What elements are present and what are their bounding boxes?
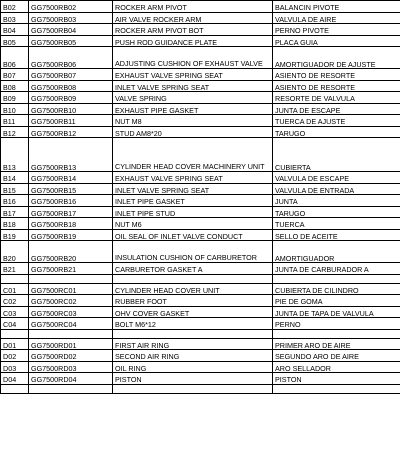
part-code-cell: GG7500RB21: [29, 263, 113, 275]
separator-cell: [1, 329, 29, 338]
table-row: [1, 12, 400, 24]
part-desc-cell: NUT M8: [113, 115, 273, 127]
table-row: [1, 283, 400, 295]
part-desc-cell: EXHAUST PIPE GASKET: [113, 103, 273, 115]
separator-cell: [273, 384, 400, 393]
part-ref-cell: B03: [1, 12, 29, 24]
table-row: [1, 263, 400, 275]
separator-cell: [29, 384, 113, 393]
part-ref-cell: B06: [1, 47, 29, 69]
part-es-cell: PERNO PIVOTE: [273, 24, 400, 36]
table-row: [1, 69, 400, 81]
part-es-cell: PERNO: [273, 318, 400, 330]
part-ref-cell: B16: [1, 195, 29, 207]
table-row: [1, 92, 400, 104]
part-es-cell: ASIENTO DE RESORTE: [273, 69, 400, 81]
part-desc-cell: STUD AM8*20: [113, 126, 273, 138]
part-ref-cell: B20: [1, 241, 29, 263]
part-desc-cell: SECOND AIR RING: [113, 350, 273, 362]
table-row: [1, 35, 400, 47]
part-code-cell: GG7500RB16: [29, 195, 113, 207]
table-row: [1, 115, 400, 127]
part-es-cell: SEGUNDO ARO DE AIRE: [273, 350, 400, 362]
part-ref-cell: C04: [1, 318, 29, 330]
part-code-cell: GG7500RC03: [29, 306, 113, 318]
part-desc-cell: INSULATION CUSHION OF CARBURETOR: [113, 241, 273, 263]
part-code-cell: GG7500RB10: [29, 103, 113, 115]
part-ref-cell: B17: [1, 206, 29, 218]
part-desc-cell: PUSH ROD GUIDANCE PLATE: [113, 35, 273, 47]
separator-cell: [1, 384, 29, 393]
part-es-cell: AMORTIGUADOR: [273, 241, 400, 263]
table-row: [1, 318, 400, 330]
part-desc-cell: INLET VALVE SPRING SEAT: [113, 183, 273, 195]
part-desc-cell: OHV COVER GASKET: [113, 306, 273, 318]
part-code-cell: GG7500RB12: [29, 126, 113, 138]
part-es-cell: SELLO DE ACEITE: [273, 229, 400, 241]
part-ref-cell: D02: [1, 350, 29, 362]
part-code-cell: GG7500RB15: [29, 183, 113, 195]
part-code-cell: GG7500RB11: [29, 115, 113, 127]
part-es-cell: VALVULA DE ENTRADA: [273, 183, 400, 195]
part-code-cell: GG7500RB18: [29, 218, 113, 230]
part-es-cell: BALANCIN PIVOTE: [273, 1, 400, 13]
part-desc-cell: INLET PIPE GASKET: [113, 195, 273, 207]
table-row: [1, 183, 400, 195]
table-row: [1, 218, 400, 230]
part-ref-cell: B15: [1, 183, 29, 195]
table-row: [1, 47, 400, 69]
part-es-cell: ARO SELLADOR: [273, 361, 400, 373]
part-es-cell: JUNTA DE TAPA DE VALVULA: [273, 306, 400, 318]
separator-cell: [29, 274, 113, 283]
part-code-cell: GG7500RC04: [29, 318, 113, 330]
table-row: [1, 241, 400, 263]
part-code-cell: GG7500RB08: [29, 80, 113, 92]
separator-cell: [113, 384, 273, 393]
part-code-cell: GG7500RD03: [29, 361, 113, 373]
part-code-cell: GG7500RB17: [29, 206, 113, 218]
table-row: [1, 103, 400, 115]
part-es-cell: TARUGO: [273, 126, 400, 138]
part-ref-cell: B08: [1, 80, 29, 92]
part-desc-cell: INLET VALVE SPRING SEAT: [113, 80, 273, 92]
part-code-cell: GG7500RB06: [29, 47, 113, 69]
separator-cell: [1, 274, 29, 283]
part-code-cell: GG7500RB14: [29, 172, 113, 184]
table-row: [1, 295, 400, 307]
part-ref-cell: B10: [1, 103, 29, 115]
part-ref-cell: B04: [1, 24, 29, 36]
part-ref-cell: B21: [1, 263, 29, 275]
table-row: [1, 138, 400, 172]
part-desc-cell: OIL SEAL OF INLET VALVE CONDUCT: [113, 229, 273, 241]
part-code-cell: GG7500RD04: [29, 373, 113, 385]
part-code-cell: GG7500RB19: [29, 229, 113, 241]
part-code-cell: GG7500RD02: [29, 350, 113, 362]
part-code-cell: GG7500RC02: [29, 295, 113, 307]
part-desc-cell: NUT M6: [113, 218, 273, 230]
part-code-cell: GG7500RB05: [29, 35, 113, 47]
part-code-cell: GG7500RB20: [29, 241, 113, 263]
table-row: [1, 306, 400, 318]
table-row: [1, 206, 400, 218]
table-row: [1, 80, 400, 92]
part-ref-cell: B07: [1, 69, 29, 81]
part-es-cell: PLACA GUIA: [273, 35, 400, 47]
part-ref-cell: C02: [1, 295, 29, 307]
part-es-cell: JUNTA DE CARBURADOR A: [273, 263, 400, 275]
table-row: [1, 24, 400, 36]
part-ref-cell: B13: [1, 138, 29, 172]
part-es-cell: TARUGO: [273, 206, 400, 218]
part-ref-cell: B12: [1, 126, 29, 138]
table-row: [1, 195, 400, 207]
table-row: [1, 229, 400, 241]
table-row: [1, 361, 400, 373]
part-desc-cell: OIL RING: [113, 361, 273, 373]
part-desc-cell: EXHAUST VALVE SPRING SEAT: [113, 69, 273, 81]
part-ref-cell: B18: [1, 218, 29, 230]
separator-row: [1, 384, 400, 393]
part-es-cell: PRIMER ARO DE AIRE: [273, 338, 400, 350]
part-es-cell: AMORTIGUADOR DE AJUSTE: [273, 47, 400, 69]
part-desc-cell: RUBBER FOOT: [113, 295, 273, 307]
part-es-cell: CUBIERTA: [273, 138, 400, 172]
part-code-cell: GG7500RB09: [29, 92, 113, 104]
part-desc-cell: BOLT M6*12: [113, 318, 273, 330]
table-row: [1, 373, 400, 385]
part-ref-cell: D03: [1, 361, 29, 373]
part-es-cell: PIE DE GOMA: [273, 295, 400, 307]
part-desc-cell: CYLINDER HEAD COVER MACHINERY UNIT: [113, 138, 273, 172]
part-code-cell: GG7500RD01: [29, 338, 113, 350]
part-ref-cell: B11: [1, 115, 29, 127]
part-desc-cell: CYLINDER HEAD COVER UNIT: [113, 283, 273, 295]
table-row: [1, 1, 400, 13]
part-es-cell: VALVULA DE ESCAPE: [273, 172, 400, 184]
part-desc-cell: EXHAUST VALVE SPRING SEAT: [113, 172, 273, 184]
parts-table-body: [1, 1, 400, 394]
part-es-cell: CUBIERTA DE CILINDRO: [273, 283, 400, 295]
separator-row: [1, 274, 400, 283]
table-row: [1, 126, 400, 138]
part-code-cell: GG7500RB07: [29, 69, 113, 81]
part-code-cell: GG7500RB02: [29, 1, 113, 13]
part-desc-cell: AIR VALVE ROCKER ARM: [113, 12, 273, 24]
separator-cell: [29, 329, 113, 338]
table-row: [1, 338, 400, 350]
part-es-cell: JUNTA: [273, 195, 400, 207]
part-ref-cell: B14: [1, 172, 29, 184]
part-code-cell: GG7500RC01: [29, 283, 113, 295]
part-es-cell: ASIENTO DE RESORTE: [273, 80, 400, 92]
part-ref-cell: D01: [1, 338, 29, 350]
part-ref-cell: B02: [1, 1, 29, 13]
part-es-cell: JUNTA DE ESCAPE: [273, 103, 400, 115]
part-ref-cell: C01: [1, 283, 29, 295]
part-ref-cell: B09: [1, 92, 29, 104]
part-desc-cell: INLET PIPE STUD: [113, 206, 273, 218]
part-desc-cell: ADJUSTING CUSHION OF EXHAUST VALVE: [113, 47, 273, 69]
separator-cell: [113, 329, 273, 338]
part-code-cell: GG7500RB03: [29, 12, 113, 24]
part-desc-cell: CARBURETOR GASKET A: [113, 263, 273, 275]
part-desc-cell: FIRST AIR RING: [113, 338, 273, 350]
part-desc-cell: VALVE SPRING: [113, 92, 273, 104]
part-ref-cell: D04: [1, 373, 29, 385]
part-ref-cell: C03: [1, 306, 29, 318]
separator-row: [1, 329, 400, 338]
separator-cell: [113, 274, 273, 283]
part-desc-cell: ROCKER ARM PIVOT BOT: [113, 24, 273, 36]
part-code-cell: GG7500RB13: [29, 138, 113, 172]
part-es-cell: RESORTE DE VALVULA: [273, 92, 400, 104]
part-ref-cell: B19: [1, 229, 29, 241]
part-es-cell: TUERCA DE AJUSTE: [273, 115, 400, 127]
part-code-cell: GG7500RB04: [29, 24, 113, 36]
separator-cell: [273, 274, 400, 283]
part-desc-cell: PISTON: [113, 373, 273, 385]
table-row: [1, 172, 400, 184]
table-row: [1, 350, 400, 362]
part-es-cell: VALVULA DE AIRE: [273, 12, 400, 24]
part-es-cell: PISTON: [273, 373, 400, 385]
separator-cell: [273, 329, 400, 338]
part-ref-cell: B05: [1, 35, 29, 47]
part-es-cell: TUERCA: [273, 218, 400, 230]
part-desc-cell: ROCKER ARM PIVOT: [113, 1, 273, 13]
